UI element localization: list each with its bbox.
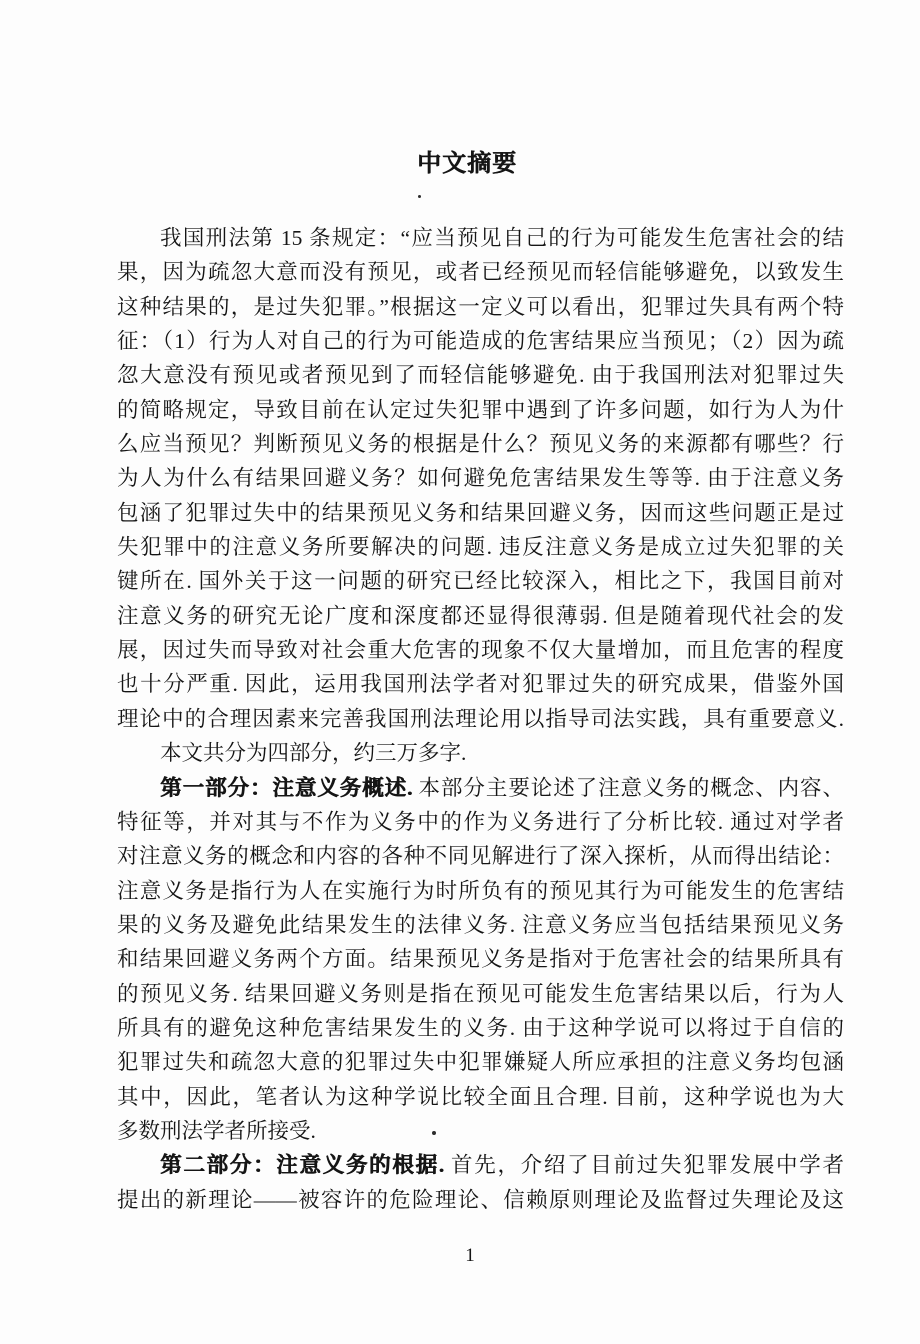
text-line: 所具有的避免这种危害结果发生的义务. 由于这种学说可以将过于自信的: [117, 1015, 844, 1040]
abstract-body: [117, 221, 844, 1217]
text-line: 犯罪过失和疏忽大意的犯罪过失中犯罪嫌疑人所应承担的注意义务均包涵: [117, 1050, 844, 1075]
text-line: 注意义务的研究无论广度和深度都还显得很薄弱. 但是随着现代社会的发: [117, 603, 844, 628]
text-line: 提出的新理论——被容许的危险理论、信赖原则理论及监督过失理论及这: [117, 1187, 844, 1212]
page-title: 中文摘要: [417, 151, 517, 177]
text-line: 么应当预见？判断预见义务的根据是什么？预见义务的来源都有哪些？行: [117, 432, 844, 457]
text-line: 理论中的合理因素来完善我国刑法理论用以指导司法实践，具有重要意义.: [117, 706, 844, 731]
text-line: 为人为什么有结果回避义务？如何避免危害结果发生等等. 由于注意义务: [117, 466, 844, 491]
text-line: 多数刑法学者所接受.: [117, 1118, 316, 1143]
section-heading: 第一部分：注意义务概述.: [160, 775, 413, 800]
text-line: 对注意义务的概念和内容的各种不同见解进行了深入探析，从而得出结论：: [117, 844, 844, 869]
text-line: 的简略规定，导致目前在认定过失犯罪中遇到了许多问题，如行为人为什: [117, 397, 844, 422]
text-line: 这种结果的，是过失犯罪。”根据这一定义可以看出，犯罪过失具有两个特: [117, 294, 844, 319]
text-line: 第一部分：注意义务概述. 本部分主要论述了注意义务的概念、内容、: [160, 775, 844, 800]
text-line: 特征等，并对其与不作为义务中的作为义务进行了分析比较. 通过对学者: [117, 809, 844, 834]
text-line: 本文共分为四部分，约三万多字.: [160, 741, 467, 766]
text-line: 我国刑法第 15 条规定：“应当预见自己的行为可能发生危害社会的结: [160, 226, 844, 250]
text-line: 的预见义务. 结果回避义务则是指在预见可能发生危害结果以后，行为人: [117, 981, 844, 1006]
text-line: 展，因过失而导致对社会重大危害的现象不仅大量增加，而且危害的程度: [117, 638, 844, 663]
section-heading: 第二部分：注意义务的根据.: [160, 1153, 444, 1178]
text-line: 注意义务是指行为人在实施行为时所负有的预见其行为可能发生的危害结: [117, 878, 844, 903]
text-line: 包涵了犯罪过失中的结果预见义务和结果回避义务，因而这些问题正是过: [117, 500, 844, 525]
text-line: 征：（1）行为人对自己的行为可能造成的危害结果应当预见；（2）因为疏: [117, 329, 844, 354]
text-line: 第二部分：注意义务的根据. 首先，介绍了目前过失犯罪发展中学者: [160, 1153, 844, 1178]
text-line: 和结果回避义务两个方面。结果预见义务是指对于危害社会的结果所具有: [117, 947, 844, 972]
page-number: 1: [465, 1245, 475, 1266]
scan-speck: [432, 1131, 436, 1135]
text-line: 果的义务及避免此结果发生的法律义务. 注意义务应当包括结果预见义务: [117, 912, 844, 937]
text-line: 果，因为疏忽大意而没有预见，或者已经预见而轻信能够避免，以致发生: [117, 260, 844, 285]
text-line: 键所在. 国外关于这一问题的研究已经比较深入，相比之下，我国目前对: [117, 569, 844, 594]
text-line: 忽大意没有预见或者预见到了而轻信能够避免. 由于我国刑法对犯罪过失: [117, 363, 844, 388]
scan-speck: [418, 195, 421, 198]
text-line: 也十分严重. 因此，运用我国刑法学者对犯罪过失的研究成果，借鉴外国: [117, 672, 844, 697]
text-line: 其中，因此，笔者认为这种学说比较全面且合理. 目前，这种学说也为大: [117, 1084, 844, 1109]
text-line: 失犯罪中的注意义务所要解决的问题. 违反注意义务是成立过失犯罪的关: [117, 535, 844, 560]
